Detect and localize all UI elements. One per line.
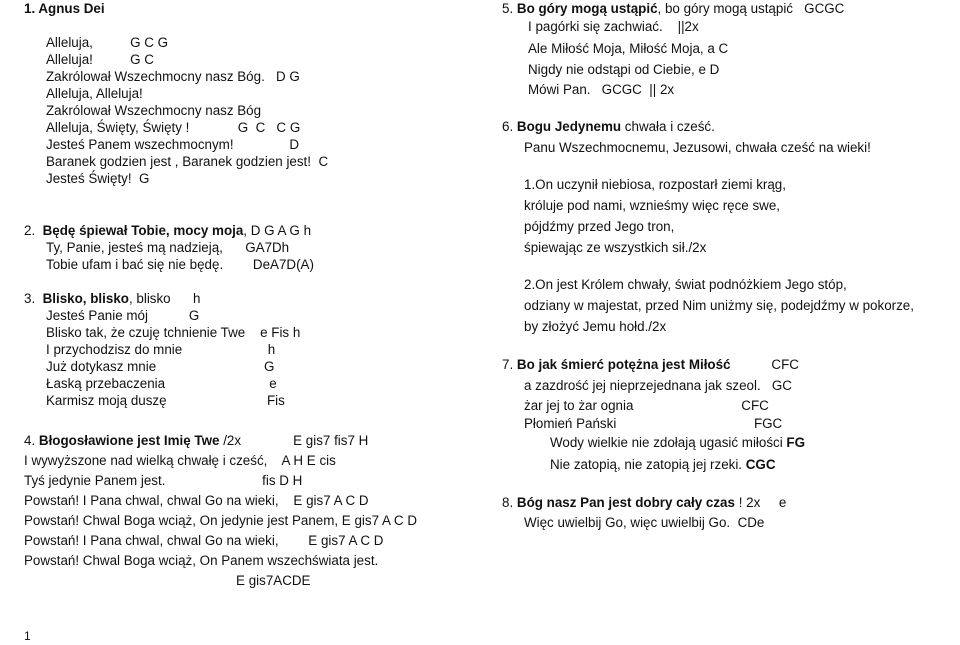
- song-6-verse-1-line-3: pójdźmy przed Jego tron,: [524, 219, 675, 234]
- song-2-line-2: Tobie ufam i bać się nie będę. DeA7D(A): [46, 257, 314, 272]
- song-7-heading: [502, 356, 799, 373]
- song-2-chords: , D G A G h: [243, 223, 312, 238]
- song-7-line-4-chord: FG: [786, 435, 806, 450]
- song-1-line-3: Zakrólował Wszechmocny nasz Bóg. D G: [46, 69, 300, 84]
- song-4-title: Błogosławione jest Imię Twe: [38, 433, 220, 448]
- song-5-rest: , bo góry mogą ustąpić GCGC: [657, 1, 845, 16]
- song-7-line-5: [550, 456, 776, 473]
- song-7-line-4-text: Wody wielkie nie zdołają ugasić miłości: [550, 435, 787, 450]
- song-7-line-2: żar jej to żar ognia CFC: [524, 398, 769, 413]
- song-3-line-4: Już dotykasz mnie G: [46, 359, 275, 374]
- song-7-line-3: Płomień Pański FGC: [524, 416, 783, 431]
- song-4-heading: [24, 432, 368, 449]
- song-5-line-2: Ale Miłość Moja, Miłość Moja, a C: [528, 41, 729, 56]
- song-4-line-7: E gis7ACDE: [24, 573, 311, 588]
- song-4-line-2: Tyś jedynie Panem jest. fis D H: [24, 473, 303, 488]
- song-5-heading: [502, 0, 844, 17]
- song-6-verse-1-line-2: króluje pod nami, wznieśmy więc ręce swe,: [524, 198, 781, 213]
- song-3-number: 3.: [24, 291, 36, 306]
- song-8-title: Bóg nasz Pan jest dobry cały czas: [516, 495, 735, 510]
- song-2-line-1: Ty, Panie, jesteś mą nadzieją, GA7Dh: [46, 240, 290, 255]
- song-7-line-5-text: Nie zatopią, nie zatopią jej rzeki.: [550, 457, 746, 472]
- song-3-line-5: Łaską przebaczenia e: [46, 376, 277, 391]
- song-3-line-6: Karmisz moją duszę Fis: [46, 393, 285, 408]
- song-1-line-8: Baranek godzien jest , Baranek godzien jest! C: [46, 154, 329, 169]
- song-5-line-4: Mówi Pan. GCGC || 2x: [528, 82, 675, 97]
- song-1-line-4: Alleluja, Alleluja!: [46, 86, 143, 101]
- song-4-line-1: I wywyższone nad wielką chwałę i cześć, A H E cis: [24, 453, 336, 468]
- song-1-line-5: Zakrólował Wszechmocny nasz Bóg: [46, 103, 262, 118]
- song-4-number: 4.: [24, 433, 36, 448]
- song-6-rest: chwała i cześć.: [621, 119, 715, 134]
- song-4-line-3: Powstań! I Pana chwal, chwal Go na wieki, E gis7 A C D: [24, 493, 369, 508]
- song-3-rest: , blisko h: [128, 291, 201, 306]
- song-2-heading: [24, 222, 311, 239]
- song-1-line-9: Jesteś Święty! G: [46, 171, 150, 186]
- song-5-title: Bo góry mogą ustąpić: [516, 1, 658, 16]
- song-3-line-1: Jesteś Panie mój G: [46, 308, 200, 323]
- song-5-line-3: Nigdy nie odstąpi od Ciebie, e D: [528, 62, 720, 77]
- song-1-line-1: Alleluja, G C G: [46, 35, 169, 50]
- song-5-number: 5.: [502, 1, 514, 16]
- song-3-line-3: I przychodzisz do mnie h: [46, 342, 276, 357]
- song-7-title: Bo jak śmierć potężna jest Miłość: [516, 357, 731, 372]
- song-6-verse-2-line-3: by złożyć Jemu hołd./2x: [524, 319, 667, 334]
- song-6-line-1: Panu Wszechmocnemu, Jezusowi, chwała cześć na wieki!: [524, 140, 871, 155]
- song-2-number: 2.: [24, 223, 36, 238]
- page-number: 1: [24, 629, 31, 643]
- song-6-heading: [502, 118, 715, 135]
- song-1-title: 1. Agnus Dei: [24, 1, 105, 16]
- song-4-line-5: Powstań! I Pana chwal, chwal Go na wieki, E gis7 A C D: [24, 533, 384, 548]
- song-4-line-6: Powstań! Chwal Boga wciąż, On Panem wszechświata jest.: [24, 553, 379, 568]
- song-3-title: Blisko, blisko: [42, 291, 129, 306]
- song-7-number: 7.: [502, 357, 514, 372]
- song-6-verse-1-line-4: śpiewając ze wszystkich sił./2x: [524, 240, 707, 255]
- song-8-heading: [502, 494, 786, 511]
- song-5-line-1: I pagórki się zachwiać. ||2x: [528, 19, 699, 34]
- song-7-rest: CFC: [730, 357, 799, 372]
- song-6-number: 6.: [502, 119, 514, 134]
- song-6-verse-1-line-1: 1.On uczynił niebiosa, rozpostarł ziemi krąg,: [524, 177, 786, 192]
- song-7-line-4: [550, 434, 805, 451]
- song-8-rest: ! 2x e: [734, 495, 787, 510]
- song-2-title: Będę śpiewał Tobie, mocy moja: [42, 223, 244, 238]
- song-7-line-1: a zazdrość jej nieprzejednana jak szeol. GC: [524, 378, 792, 393]
- song-1-line-7: Jesteś Panem wszechmocnym! D: [46, 137, 300, 152]
- song-8-number: 8.: [502, 495, 514, 510]
- song-4-line-4: Powstań! Chwal Boga wciąż, On jedynie jest Panem, E gis7 A C D: [24, 513, 417, 528]
- song-1-line-2: Alleluja! G C: [46, 52, 154, 67]
- song-3-line-2: Blisko tak, że czuję tchnienie Twe e Fis h: [46, 325, 301, 340]
- song-4-rest: /2x E gis7 fis7 H: [219, 433, 369, 448]
- song-6-verse-2-line-2: odziany w majestat, przed Nim uniżmy się, podejdźmy w pokorze,: [524, 298, 914, 313]
- song-6-verse-2-line-1: 2.On jest Królem chwały, świat podnóżkiem Jego stóp,: [524, 277, 847, 292]
- song-3-heading: [24, 290, 200, 307]
- song-6-title: Bogu Jedynemu: [516, 119, 622, 134]
- song-8-line-1: Więc uwielbij Go, więc uwielbij Go. CDe: [524, 515, 765, 530]
- song-1-line-6: Alleluja, Święty, Święty ! G C C G: [46, 120, 301, 135]
- song-7-line-5-chord: CGC: [745, 457, 776, 472]
